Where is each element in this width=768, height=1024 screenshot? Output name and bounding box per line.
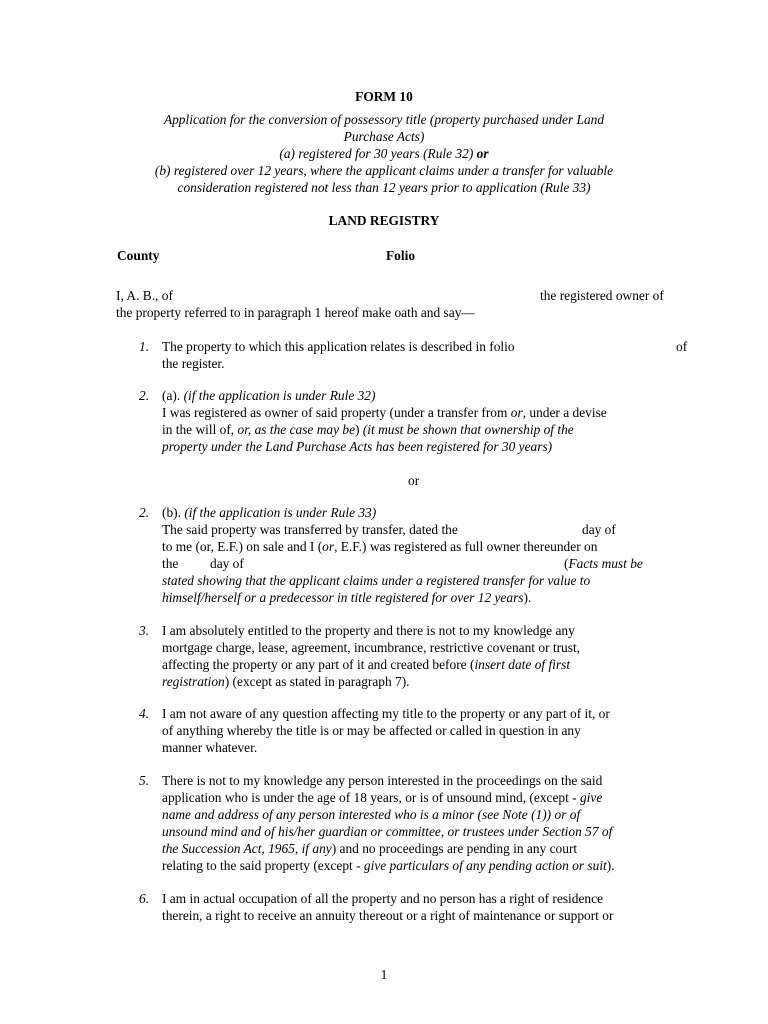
intro-line-2: the property referred to in paragraph 1 hereof make oath and say— — [116, 305, 475, 320]
paragraph-number-5: 5. — [139, 773, 150, 788]
paragraph-number-1: 1. — [139, 339, 150, 354]
paragraph-3: I am absolutely entitled to the property and there is not to my knowledge any mortgage charge, lease, agreement, incumbrance, restrictive covenant or trust, affecting the property or any part of it and created before (insert date of first registration) (except as stated in paragraph 7). — [162, 623, 581, 689]
paragraph-number-3: 3. — [139, 623, 150, 638]
intro-line-1-left: I, A. B., of — [116, 288, 173, 303]
paragraph-2a: (a). (if the application is under Rule 32) I was registered as owner of said property (under a transfer from or, under a devise in the will of, or, as the case may be) (it must be shown that ownership of the property under the Land Purchase Acts has been registered for 30 years) — [162, 388, 607, 454]
paragraph-1: The property to which this application relates is described in folio of the register. — [162, 339, 688, 371]
form-title: FORM 10 — [355, 89, 413, 104]
paragraph-2b: (b). (if the application is under Rule 33) The said property was transferred by transfer, dated the day of to me (or, E.F.) on sale and I (or, E.F.) was registered as full owner thereunder on the day of (Facts must be stated showing that the applicant claims under a registered transfer for value to himself/herself or a predecessor in title registered for over 12 years). — [162, 505, 643, 605]
folio-label: Folio — [386, 248, 416, 263]
subtitle-line-3: (a) registered for 30 years (Rule 32) or — [279, 146, 489, 161]
paragraph-number-2a: 2. — [139, 388, 150, 403]
or-separator: or — [408, 473, 420, 488]
subtitle-line-2: Purchase Acts) — [343, 129, 425, 144]
subtitle-line-1: Application for the conversion of possessory title (property purchased under Land — [163, 112, 605, 127]
paragraph-4: I am not aware of any question affecting my title to the property or any part of it, or of anything whereby the title is or may be affected or called in question in any manner whatever. — [162, 706, 610, 755]
registry-heading: LAND REGISTRY — [328, 213, 440, 228]
paragraph-5: There is not to my knowledge any person interested in the proceedings on the said application who is under the age of 18 years, or is of unsound mind, (except - give name and address of any person interested who is a minor (see Note (1)) or of unsound mind and of his/her guardian or committee, or trustees under Section 57 of the Succession Act, 1965, if any) and no proceedings are pending in any court relating to the said property (except - give particulars of any pending action or suit). — [162, 773, 615, 873]
subtitle-line-5: consideration registered not less than 12 years prior to application (Rule 33) — [177, 180, 591, 195]
page-number: 1 — [380, 967, 388, 982]
subtitle-line-4: (b) registered over 12 years, where the applicant claims under a transfer for valuable — [154, 163, 614, 178]
paragraph-6: I am in actual occupation of all the property and no person has a right of residence therein, a right to receive an annuity thereout or a right of maintenance or support or — [162, 891, 614, 923]
paragraph-number-2b: 2. — [139, 505, 150, 520]
paragraph-number-6: 6. — [139, 891, 150, 906]
intro-line-1-right: the registered owner of — [540, 288, 664, 303]
county-label: County — [117, 248, 160, 263]
paragraph-number-4: 4. — [139, 706, 150, 721]
or-emphasis: or — [476, 146, 489, 161]
